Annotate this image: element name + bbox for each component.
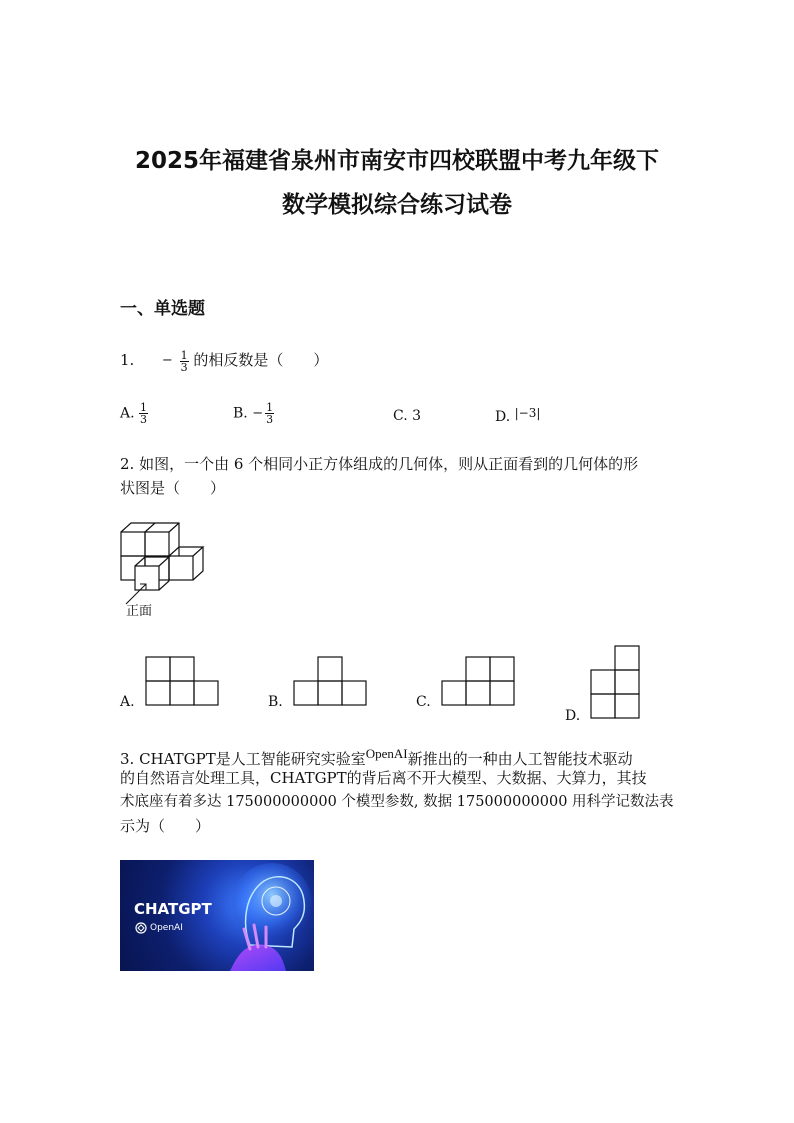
q1-option-a[interactable]: A. $\frac{1}{3}$ (120, 401, 148, 426)
cube-figure (118, 520, 208, 600)
q1-option-d[interactable]: D. |−3| (495, 406, 541, 425)
q1-fraction: $\frac{1}{3}$ (180, 348, 188, 374)
q2-option-c-figure[interactable] (441, 656, 516, 708)
q2-option-d-label[interactable]: D. (565, 708, 581, 724)
banner-subtitle: OpenAI (150, 923, 183, 933)
chatgpt-banner-image (120, 860, 314, 971)
q1-text: 的相反数是（ ） (193, 351, 329, 369)
question-3-line-3: 术底座有着多达 175000000000 个模型参数, 数据 175000000000 用科学记数法表 (120, 794, 674, 810)
q2-option-b-figure[interactable] (293, 656, 368, 708)
question-3-line-1: 3. CHATGPT是人工智能研究实验室OpenAI新推出的一种由人工智能技术驱动 (120, 746, 633, 768)
section-heading: 一、单选题 (120, 299, 205, 319)
q1-option-b[interactable]: B. − $\frac{1}{3}$ (233, 401, 274, 426)
q2-option-a-label[interactable]: A. (120, 694, 135, 710)
question-3-line-2: 的自然语言处理工具，CHATGPT的背后离不开大模型、大数据、大算力，其技 (120, 769, 647, 787)
question-2-line-1: 2. 如图，一个由 6 个相同小正方体组成的几何体，则从正面看到的几何体的形 (120, 455, 639, 473)
openai-sup: OpenAI (365, 746, 408, 761)
q1-number: 1. (120, 351, 135, 369)
q1-minus: − (161, 353, 173, 368)
title-line-2: 数学模拟综合练习试卷 (282, 192, 512, 218)
q2-option-a-figure[interactable] (145, 656, 220, 708)
q2-option-b-label[interactable]: B. (268, 694, 283, 710)
banner-title: CHATGPT (134, 900, 212, 918)
openai-logo-icon (135, 922, 147, 934)
ai-head-illustration (220, 865, 314, 971)
q2-option-c-label[interactable]: C. (416, 694, 431, 710)
title-line-1: 2025年福建省泉州市南安市四校联盟中考九年级下 (134, 148, 659, 174)
q1-option-c[interactable]: C. 3 (393, 408, 422, 424)
q2-option-d-figure[interactable] (590, 645, 642, 721)
question-1 (120, 348, 328, 373)
question-2-line-2: 状图是（ ） (120, 479, 226, 497)
front-label: 正面 (126, 604, 153, 619)
question-3-line-4: 示为（ ） (120, 817, 211, 835)
